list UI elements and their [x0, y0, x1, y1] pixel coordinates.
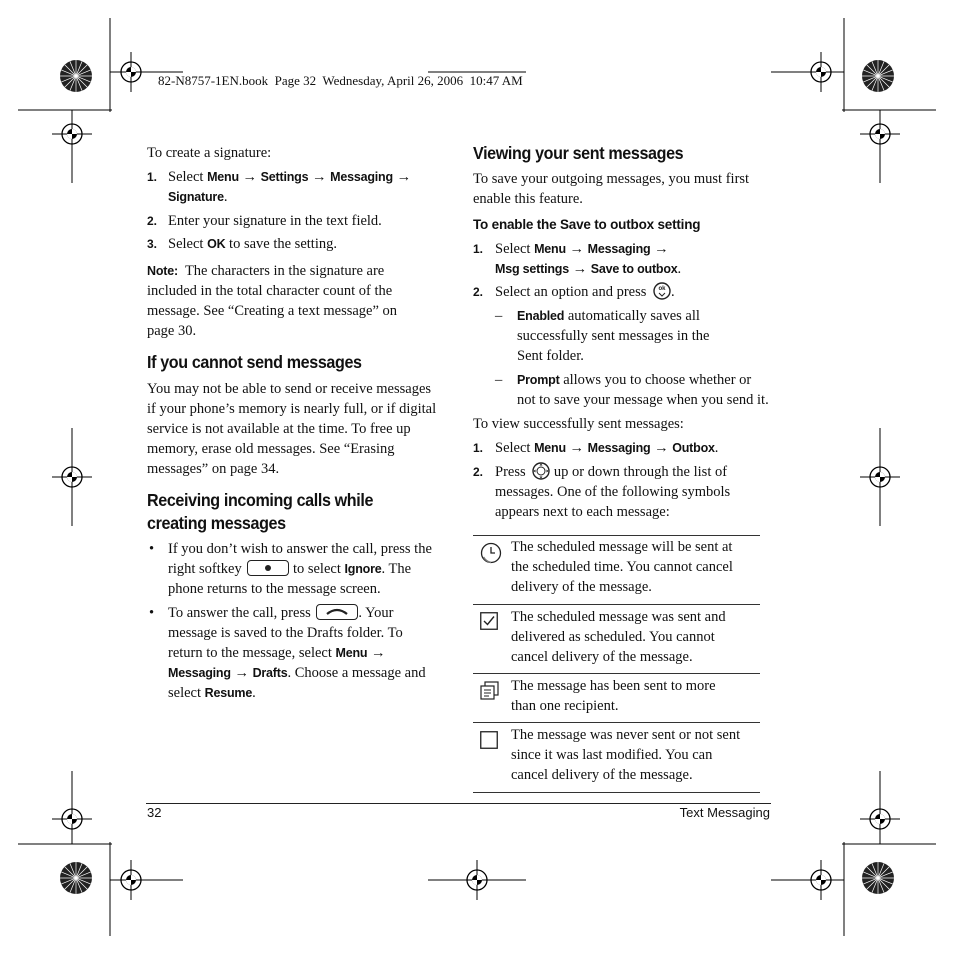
step-text: Select — [168, 169, 208, 185]
note-line: included in the total character count of the — [147, 283, 393, 299]
arrow: → — [367, 645, 386, 661]
bullet-line: phone returns to the message screen. — [168, 581, 381, 597]
arrow: → — [569, 261, 591, 277]
nav-key-icon — [532, 462, 550, 480]
cannot-send-paragraph — [147, 379, 436, 479]
menu-label: Menu — [534, 441, 566, 455]
section-heading-cannot-send: If you cannot send messages — [147, 352, 362, 372]
row-line: The message was never sent or not sent — [511, 727, 741, 743]
save-to-outbox-label: Save to outbox — [590, 262, 678, 276]
option-text: automatically saves all — [564, 308, 700, 324]
period: . — [677, 261, 682, 277]
row-line: The scheduled message will be sent at — [511, 539, 733, 555]
settings-label: Settings — [260, 170, 309, 184]
step-line: messages. One of the following symbols — [495, 484, 731, 500]
step-text: Press — [495, 464, 526, 480]
note-line: message. See “Creating a text message” on — [147, 303, 398, 319]
table-rule — [473, 535, 760, 536]
step-number: 1. — [147, 170, 158, 184]
step-text: up or down through the list of — [550, 464, 728, 480]
table-rule — [473, 673, 760, 674]
heading-line: Receiving incoming calls while — [147, 490, 374, 510]
row-line: cancel delivery of the message. — [511, 767, 693, 783]
page-number: 32 — [147, 805, 162, 820]
step-number: 1. — [473, 242, 484, 256]
signature-intro: To create a signature: — [147, 145, 272, 161]
bullet-line: message is saved to the Drafts folder. To — [168, 625, 403, 641]
arrow: → — [308, 169, 331, 185]
view-step-2 — [473, 462, 763, 520]
paragraph-line: memory, erase old messages. See “Erasing — [147, 441, 395, 457]
messaging-label: Messaging — [330, 170, 393, 184]
multiple-recipients-icon — [480, 681, 500, 701]
outbox-step-1 — [473, 239, 763, 277]
arrow: → — [230, 665, 253, 681]
bullet-line: If you don’t wish to answer the call, press the — [168, 541, 432, 557]
subheading-save-to-outbox: To enable the Save to outbox setting — [473, 217, 701, 232]
bullet-text: select — [168, 685, 205, 701]
period: . — [223, 189, 228, 205]
bullet-text: . The — [381, 561, 412, 577]
msg-settings-label: Msg settings — [495, 262, 569, 276]
heading-line: creating messages — [147, 513, 286, 533]
file-stamp: 82-N8757-1EN.book Page 32 Wednesday, April 26, 2006 10:47 AM — [158, 73, 523, 88]
send-key-icon — [316, 604, 358, 620]
messaging-label: Messaging — [168, 666, 231, 680]
bullet-text: to select — [289, 561, 345, 577]
option-line: Sent folder. — [517, 348, 584, 364]
dash: – — [495, 372, 503, 388]
step-number: 2. — [473, 285, 484, 299]
section-heading-viewing-sent: Viewing your sent messages — [473, 143, 684, 163]
table-rule — [473, 722, 760, 723]
paragraph-line: messages” on page 34. — [147, 461, 280, 477]
view-step-1 — [473, 438, 763, 458]
enabled-label: Enabled — [517, 309, 565, 323]
arrow: → — [650, 440, 673, 456]
note-line: The characters in the signature are — [184, 263, 385, 279]
step-number: 1. — [473, 441, 484, 455]
table-row — [511, 725, 740, 785]
footer-rule — [146, 803, 771, 804]
period: . — [714, 440, 719, 456]
footer-section: Text Messaging — [679, 805, 770, 820]
step-text: Select — [168, 236, 208, 252]
paragraph-line: if your phone’s memory is nearly full, or if digital — [147, 401, 437, 417]
row-line: cancel delivery of the message. — [511, 649, 693, 665]
messaging-label: Messaging — [587, 242, 651, 256]
paragraph-line: enable this feature. — [473, 191, 583, 207]
table-row — [511, 676, 716, 716]
step-text: Enter your signature in the text field. — [168, 213, 382, 229]
paragraph-line: To save your outgoing messages, you must first — [473, 171, 750, 187]
section-heading-incoming-calls — [147, 489, 373, 535]
bullet-dot: • — [149, 605, 155, 621]
paragraph-line: You may not be able to send or receive messages — [147, 381, 432, 397]
bullet-text: return to the message, select — [168, 645, 336, 661]
row-line: delivery of the message. — [511, 579, 652, 595]
row-line: since it was last modified. You can — [511, 747, 713, 763]
ignore-label: Ignore — [344, 562, 382, 576]
row-line: the scheduled time. You cannot cancel — [511, 559, 733, 575]
messaging-label: Messaging — [587, 441, 651, 455]
option-line: successfully sent messages in the — [517, 328, 710, 344]
check-box-icon — [480, 612, 498, 630]
table-row — [511, 607, 726, 667]
table-row — [511, 537, 733, 597]
bullet-text: . Your — [358, 605, 394, 621]
menu-label: Menu — [207, 170, 239, 184]
row-line: The scheduled message was sent and — [511, 609, 726, 625]
signature-step-1 — [147, 167, 447, 205]
table-rule — [473, 792, 760, 793]
bullet-dot: • — [149, 541, 155, 557]
signature-step-3 — [147, 234, 337, 254]
menu-label: Menu — [335, 646, 368, 660]
arrow: → — [650, 241, 669, 257]
row-line: delivered as scheduled. You cannot — [511, 629, 715, 645]
arrow: → — [565, 241, 588, 257]
table-rule — [473, 604, 760, 605]
note-line: page 30. — [147, 323, 197, 339]
option-line: not to save your message when you send it. — [517, 392, 769, 408]
clock-icon — [480, 542, 502, 564]
view-intro: To view successfully sent messages: — [473, 416, 684, 432]
outbox-label: Outbox — [672, 441, 715, 455]
arrow: → — [238, 169, 261, 185]
svg-text:ok: ok — [658, 286, 666, 292]
option-enabled — [495, 306, 775, 364]
step-number: 3. — [147, 237, 158, 251]
row-line: The message has been sent to more — [511, 678, 716, 694]
bullet-text: To answer the call, press — [168, 605, 311, 621]
arrow: → — [565, 440, 588, 456]
ok-label: OK — [207, 237, 226, 251]
dash: – — [495, 308, 503, 324]
empty-box-icon — [480, 731, 498, 749]
row-line: than one recipient. — [511, 698, 619, 714]
step-text: Select — [495, 440, 535, 456]
step-text: to save the setting. — [225, 236, 337, 252]
signature-step-2 — [147, 211, 382, 231]
outbox-step-2 — [473, 282, 763, 302]
option-prompt — [495, 370, 775, 408]
bullet-text: . Choose a message and — [287, 665, 426, 681]
paragraph-line: service is not available at the time. To free up — [147, 421, 411, 437]
ok-key-icon — [653, 282, 671, 300]
option-text: allows you to choose whether or — [559, 372, 752, 388]
viewing-intro — [473, 169, 749, 209]
right-softkey-icon — [247, 560, 289, 576]
signature-note — [147, 261, 447, 341]
step-line: appears next to each message: — [495, 504, 670, 520]
period: . — [252, 685, 256, 701]
note-label: Note: — [147, 264, 178, 278]
period: . — [671, 284, 675, 300]
step-number: 2. — [473, 465, 484, 479]
menu-label: Menu — [534, 242, 566, 256]
drafts-label: Drafts — [252, 666, 288, 680]
resume-label: Resume — [204, 686, 253, 700]
step-text: Select — [495, 241, 535, 257]
step-number: 2. — [147, 214, 158, 228]
arrow: → — [392, 169, 412, 185]
bullet-text: right softkey — [168, 561, 242, 577]
signature-label: Signature — [168, 190, 224, 204]
step-text: Select an option and press — [495, 284, 647, 300]
prompt-label: Prompt — [517, 373, 560, 387]
